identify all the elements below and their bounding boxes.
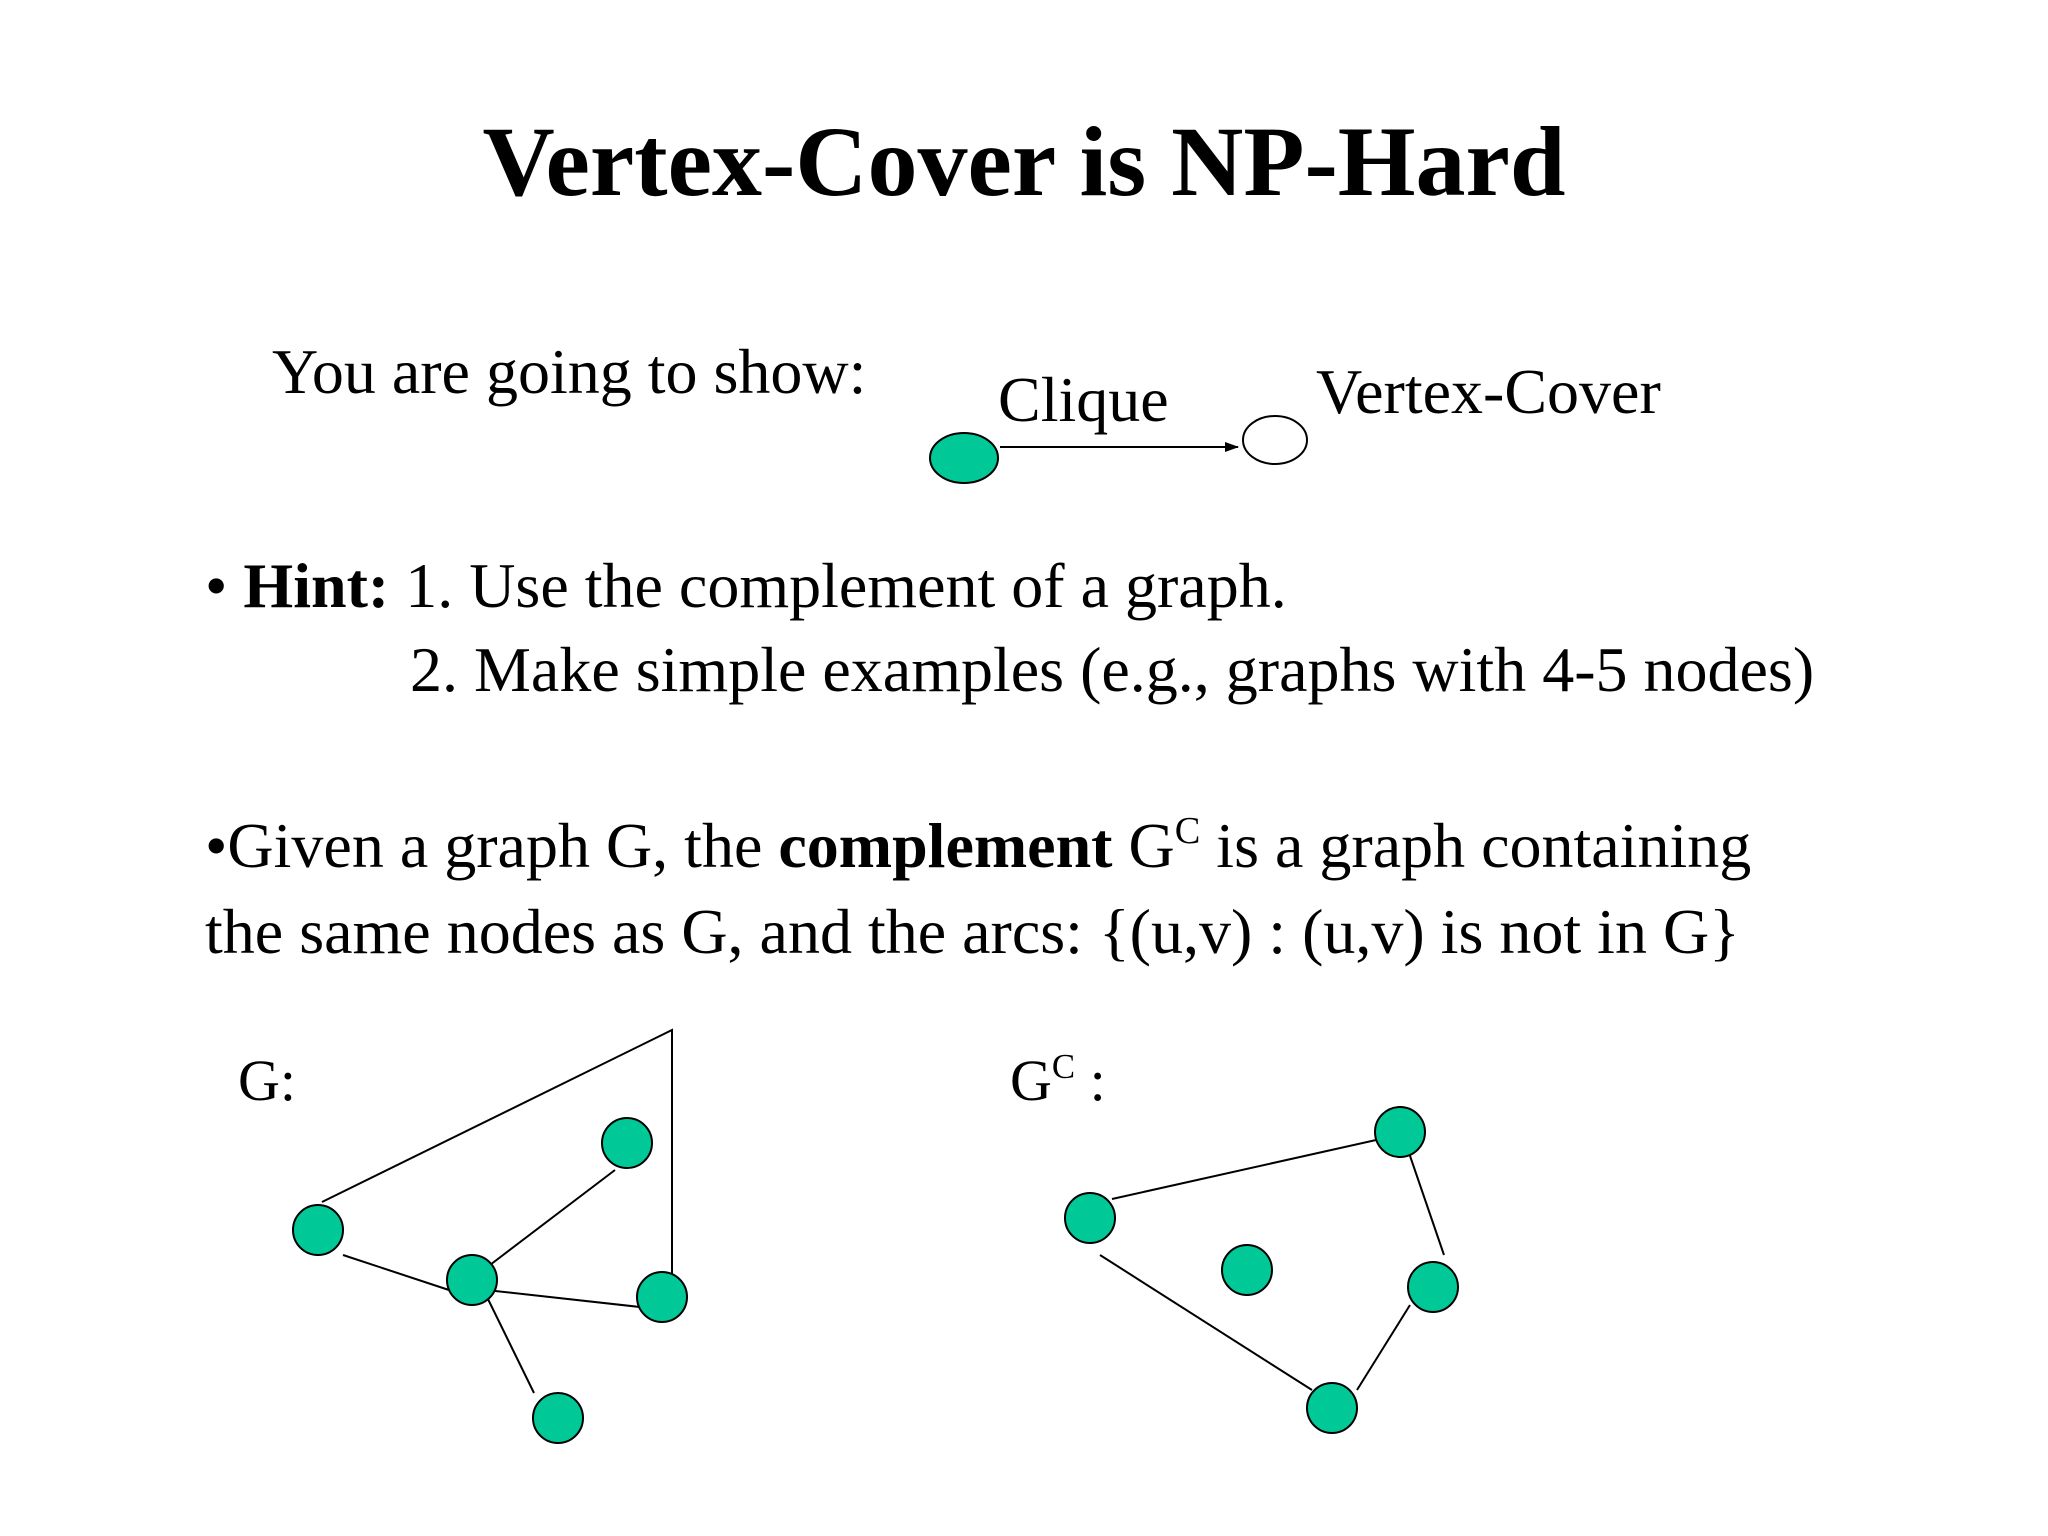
graph-gc-node <box>1375 1107 1425 1157</box>
graph-gc-node <box>1222 1245 1272 1295</box>
definition-part-2: is a graph containing <box>1200 810 1752 881</box>
graph-g-node <box>533 1393 583 1443</box>
graph-g-edge <box>486 1295 534 1393</box>
hint-item-2: 2. Make simple examples (e.g., graphs with 4-5 nodes) <box>410 634 1815 705</box>
graph-gc-edge <box>1112 1136 1394 1199</box>
graph-g-edge <box>486 1290 640 1307</box>
hint-label: Hint: <box>243 550 390 621</box>
slide-title: Vertex-Cover is NP-Hard <box>482 106 1566 217</box>
reduction-from-label: Clique <box>998 364 1169 435</box>
graph-g-node <box>293 1205 343 1255</box>
graph-gc-node <box>1065 1193 1115 1243</box>
reduction-to-label: Vertex-Cover <box>1316 356 1661 427</box>
clique-node <box>930 433 998 483</box>
definition-keyword: complement <box>778 810 1113 881</box>
graph-g-label: G: <box>238 1048 296 1113</box>
graph-gc-node <box>1307 1383 1357 1433</box>
hint-bullet: • <box>205 550 228 621</box>
graph-gc-node <box>1408 1262 1458 1312</box>
vertex-cover-node <box>1243 416 1307 464</box>
graph-gc-label: $G^C$ : <box>1010 1047 1106 1113</box>
graph-g-node <box>447 1255 497 1305</box>
graph-gc-edge <box>1357 1305 1410 1390</box>
graph-g-edge <box>486 1170 615 1268</box>
definition-line-2: the same nodes as G, and the arcs: {(u,v) : (u,v) is not in G} <box>205 896 1740 967</box>
intro-prompt: You are going to show: <box>272 336 867 407</box>
graph-gc <box>1065 1107 1458 1433</box>
definition-part-1: Given a graph G, the <box>227 810 779 881</box>
graph-g-node <box>637 1272 687 1322</box>
reduction-diagram <box>930 416 1307 483</box>
definition-bullet: • <box>205 810 228 881</box>
graph-g-edge <box>343 1255 455 1292</box>
complement-symbol: $G^C$ <box>1112 810 1201 881</box>
graph-g-node <box>602 1118 652 1168</box>
graph-gc-edge <box>1408 1150 1444 1255</box>
graph-gc-edge <box>1100 1255 1312 1390</box>
graph-g <box>293 1030 687 1443</box>
hint-item-1: 1. Use the complement of a graph. <box>405 550 1287 621</box>
